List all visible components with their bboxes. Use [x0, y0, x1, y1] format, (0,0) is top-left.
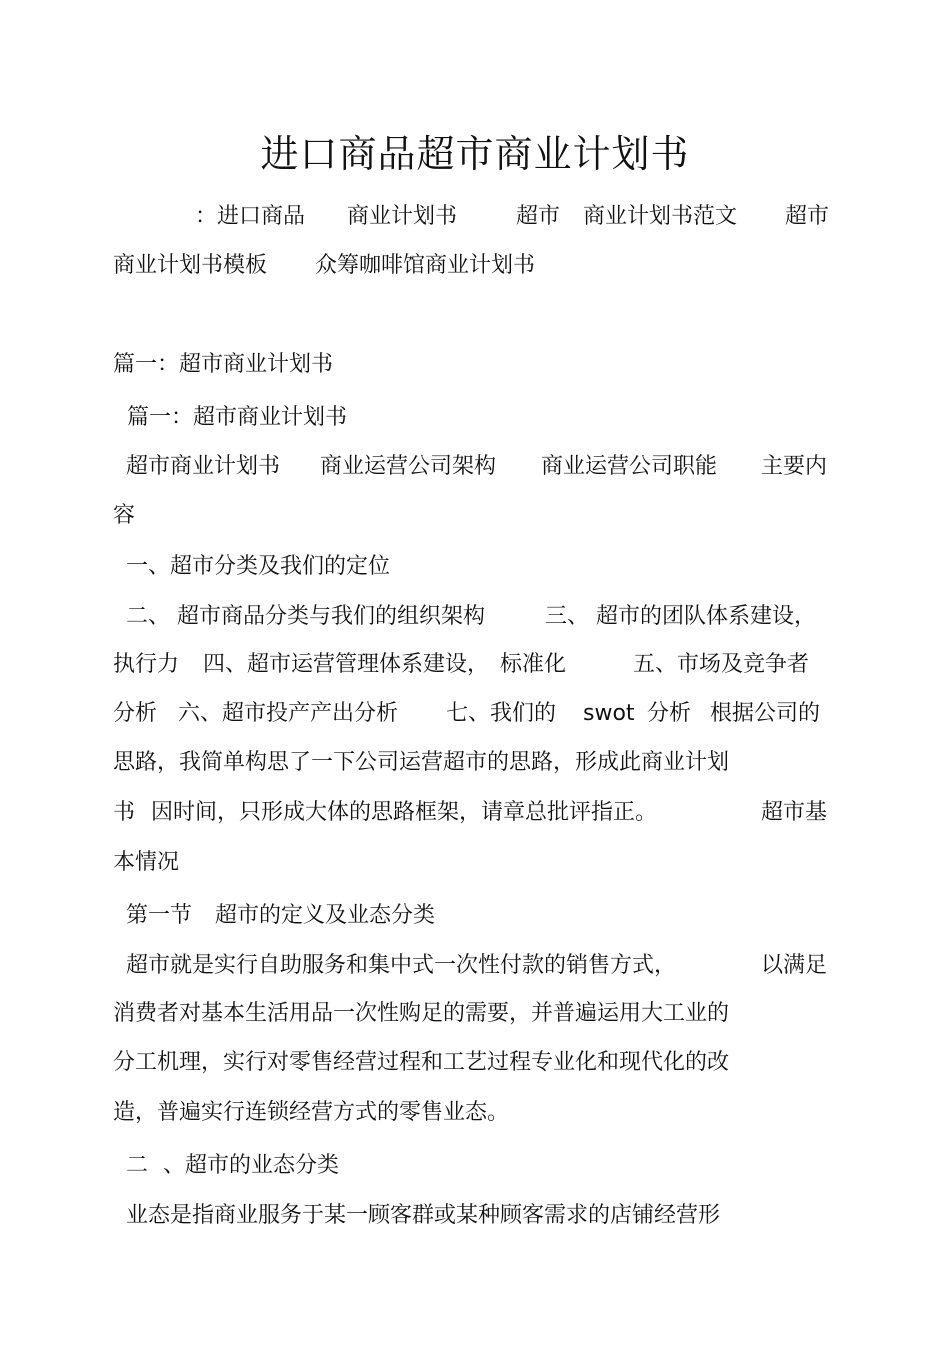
paragraph-line: 业态是指商业服务于某一顾客群或某种顾客需求的店铺经营形 [126, 1203, 721, 1228]
paragraph-line: 执行力 四、超市运营管理体系建设， 标准化 五、市场及竞争者 [113, 652, 810, 677]
keyword: 商业计划书模板 [113, 253, 268, 278]
paragraph-line: 分析 六、超市投产产出分析 七、我们的 swot 分析 根据公司的 [113, 701, 821, 726]
chapter-heading: 篇一：超市商业计划书 [113, 352, 334, 377]
paragraph-line: 书 因时间，只形成大体的思路框架，请章总批评指正。 超市基 [113, 800, 828, 825]
keywords-line-1 [113, 202, 833, 232]
keywords-line-2 [113, 251, 833, 281]
keyword-lead: ：进口商品 [195, 204, 306, 229]
section-heading-2: 二 、超市的业态分类 [126, 1153, 340, 1178]
paragraph-line: 超市就是实行自助服务和集中式一次性付款的销售方式， 以满足 [126, 953, 828, 978]
outline-item-1: 一、超市分类及我们的定位 [126, 554, 391, 579]
paragraph-line: 本情况 [113, 850, 180, 875]
keyword: 超市 [516, 204, 561, 229]
document-title: 进口商品超市商业计划书 [260, 132, 690, 176]
paragraph-line: 思路，我简单构思了一下公司运营超市的思路，形成此商业计划 [113, 750, 730, 775]
section-heading-1: 第一节 超市的定义及业态分类 [126, 903, 436, 928]
keyword: 众筹咖啡馆商业计划书 [315, 253, 536, 278]
toc-line: 超市商业计划书 商业运营公司架构 商业运营公司职能 主要内 [126, 454, 828, 479]
keyword: 超市 [785, 204, 830, 229]
chapter-heading-repeat: 篇一：超市商业计划书 [127, 405, 348, 430]
keyword: 商业计划书 [347, 204, 458, 229]
toc-line-wrap: 容 [113, 503, 136, 528]
paragraph-line: 造，普遍实行连锁经营方式的零售业态。 [113, 1100, 510, 1125]
paragraph-line: 消费者对基本生活用品一次性购足的需要，并普遍运用大工业的 [113, 1001, 730, 1026]
keyword: 商业计划书范文 [583, 204, 738, 229]
paragraph-line: 分工机理，实行对零售经营过程和工艺过程专业化和现代化的改 [113, 1050, 730, 1075]
outline-item-2-3: 二、 超市商品分类与我们的组织架构 三、 超市的团队体系建设， [126, 604, 816, 629]
